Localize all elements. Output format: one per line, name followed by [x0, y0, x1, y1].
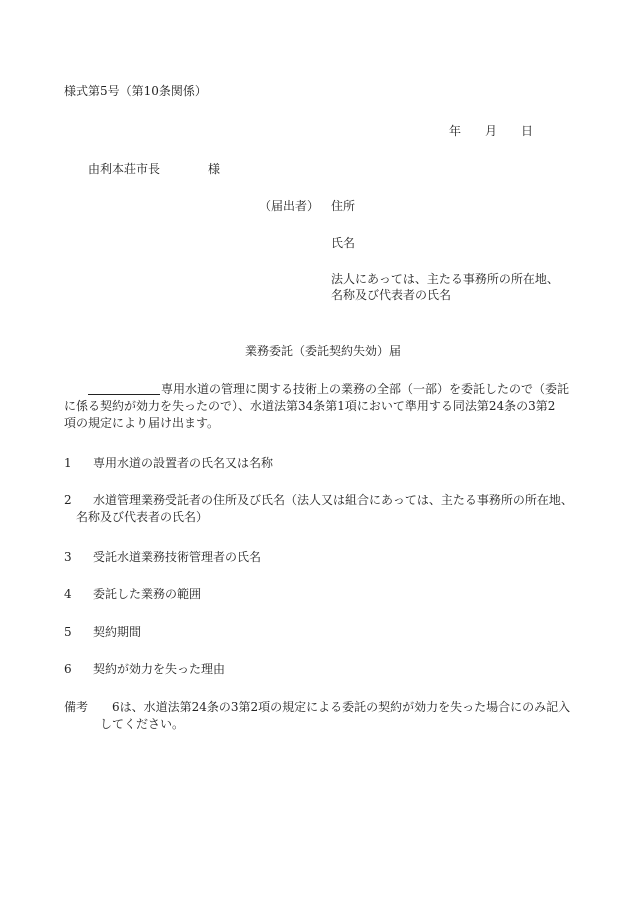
item-6 — [64, 661, 225, 677]
item-number: 6 — [64, 662, 72, 676]
body-line-2: に係る契約が効力を失ったので）、水道法第34条第1項において準用する同法第24条の3第2 — [64, 399, 556, 413]
remarks-line-1 — [64, 699, 570, 715]
date-year-label: 年 — [449, 124, 462, 138]
item-text: 委託した業務の範囲 — [93, 587, 202, 601]
document-title: 業務委託（委託契約失効）届 — [245, 344, 402, 358]
item-number: 1 — [64, 456, 72, 470]
body-line-1 — [88, 381, 569, 397]
item-number: 2 — [64, 493, 72, 507]
item-3 — [64, 549, 261, 565]
notifier-label: （届出者） — [259, 199, 320, 213]
item-number: 5 — [64, 625, 72, 639]
remarks-label: 備考 — [64, 700, 89, 714]
item-text: 契約期間 — [93, 625, 142, 639]
item-text: 契約が効力を失った理由 — [93, 662, 226, 676]
addressee-name: 由利本荘市長 — [88, 162, 161, 176]
item-number: 3 — [64, 550, 72, 564]
item-number: 4 — [64, 587, 72, 601]
remarks-text: 6は、水道法第24条の3第2項の規定による委託の契約が効力を失った場合にのみ記入 — [112, 700, 571, 714]
address-label: 住所 — [331, 199, 356, 213]
name-label: 氏名 — [331, 236, 356, 250]
addressee-honorific: 様 — [208, 162, 221, 176]
body-line-3: 項の規定により届け出ます。 — [64, 416, 220, 430]
form-number: 様式第5号（第10条関係） — [64, 84, 207, 98]
item-2-continuation: 名称及び代表者の氏名） — [76, 510, 209, 524]
corporate-note-line2: 名称及び代表者の氏名 — [331, 288, 452, 302]
date-month-label: 月 — [485, 124, 498, 138]
item-1 — [64, 455, 273, 471]
corporate-note-line1: 法人にあっては、主たる事務所の所在地、 — [331, 272, 559, 286]
item-text: 受託水道業務技術管理者の氏名 — [93, 550, 262, 564]
blank-underline — [88, 382, 160, 395]
item-text: 専用水道の設置者の氏名又は名称 — [93, 456, 274, 470]
date-day-label: 日 — [521, 124, 534, 138]
item-4 — [64, 586, 201, 602]
body-line-1-text: 専用水道の管理に関する技術上の業務の全部（一部）を委託したので（委託 — [161, 382, 570, 396]
item-text: 水道管理業務受託者の住所及び氏名（法人又は組合にあっては、主たる事務所の所在地、 — [93, 493, 573, 507]
item-2 — [64, 492, 573, 508]
item-5 — [64, 624, 141, 640]
remarks-line-2: してください。 — [100, 717, 185, 731]
